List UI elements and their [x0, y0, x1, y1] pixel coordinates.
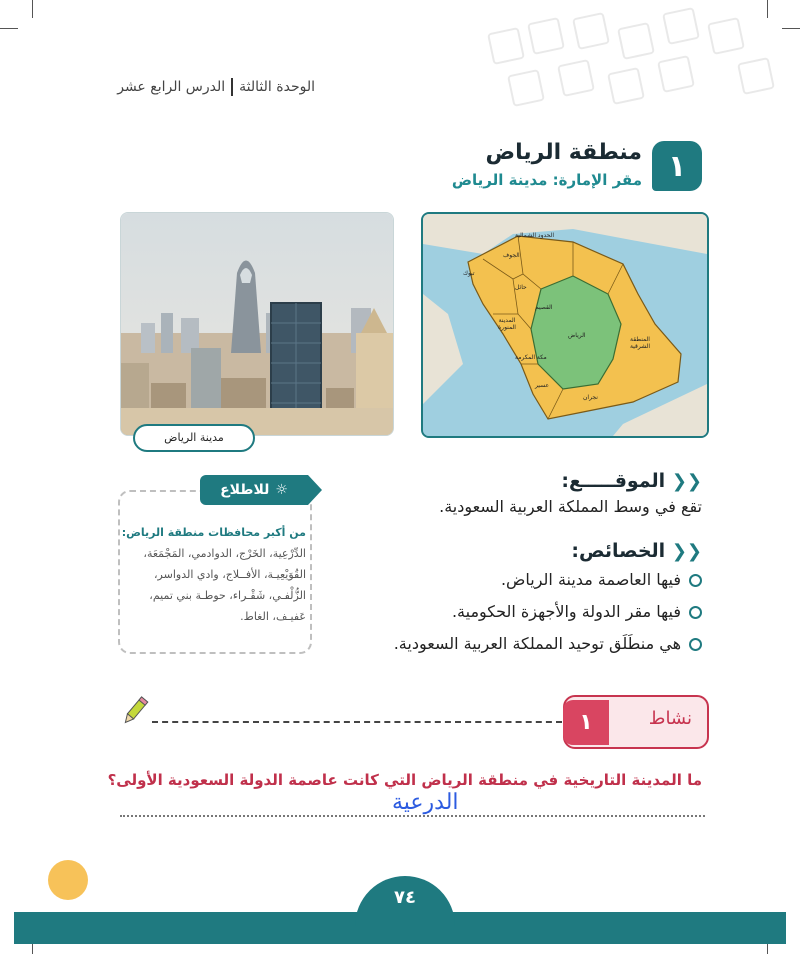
- unit-label: الوحدة الثالثة: [239, 79, 315, 95]
- bullet-icon: [689, 606, 702, 619]
- feature-item: [452, 602, 702, 621]
- decor-square: [487, 27, 525, 65]
- bullet-icon: [689, 638, 702, 651]
- crop-mark: [782, 28, 800, 29]
- info-line: القُوَيْعِيـة، الأفــلاج، وادي الدواسر،: [153, 568, 306, 581]
- activity-label: نشاط: [648, 708, 692, 729]
- section-number: ١: [652, 141, 702, 191]
- info-text: [120, 522, 306, 627]
- answer-line[interactable]: [120, 815, 705, 817]
- decor-square: [657, 55, 695, 93]
- crop-mark: [0, 28, 18, 29]
- feature-text: فيها مقر الدولة والأجهزة الحكومية.: [451, 602, 681, 621]
- map-label: تبوك: [463, 270, 475, 277]
- map-label: المنطقة الشرقية: [629, 336, 651, 350]
- saudi-regions-map: [421, 212, 709, 438]
- lesson-label: الدرس الرابع عشر: [117, 79, 226, 95]
- feature-text: فيها العاصمة مدينة الرياض.: [500, 570, 681, 589]
- features-heading-text: الخصائص:: [571, 540, 666, 562]
- map-label: حائل: [515, 284, 527, 291]
- map-illustration: [423, 214, 707, 436]
- activity-question: ما المدينة التاريخية في منطقة الرياض التي كانت عاصمة الدولة السعودية الأولى؟: [107, 771, 702, 789]
- decor-square: [527, 17, 565, 55]
- handwritten-answer: الدرعية: [392, 790, 459, 815]
- chevron-icon: ❮❮: [671, 471, 702, 492]
- feature-item: [394, 634, 702, 653]
- chevron-icon: ❮❮: [671, 541, 702, 562]
- lightbulb-icon: ☼: [275, 482, 288, 498]
- map-label: المدينة المنورة: [498, 317, 516, 331]
- feature-text: هي منطَلَق توحيد المملكة العربية السعودية.: [393, 634, 681, 653]
- decor-square: [662, 7, 700, 45]
- map-label: نجران: [583, 394, 598, 401]
- location-text: تقع في وسط المملكة العربية السعودية.: [439, 497, 702, 516]
- unit-lesson-line: [117, 78, 315, 96]
- features-heading: [571, 540, 702, 562]
- info-heading: من أكبر محافظات منطقة الرياض:: [121, 526, 306, 539]
- page-number: ٧٤: [355, 876, 455, 926]
- info-line: عَفيـف، الغاط.: [240, 610, 306, 623]
- section-title: منطقة الرياض: [485, 140, 642, 165]
- photo-caption: مدينة الرياض: [133, 424, 255, 452]
- decor-square: [617, 22, 655, 60]
- decor-square: [557, 59, 595, 97]
- bullet-icon: [689, 574, 702, 587]
- crop-mark: [767, 0, 768, 18]
- info-line: الزُّلْفـي، شَقْـراء، حوطـة بني تميم،: [149, 589, 306, 602]
- location-heading-text: الموقـــــع:: [561, 470, 666, 492]
- decor-square: [607, 67, 645, 105]
- map-label: الرياض: [568, 332, 586, 339]
- divider: [231, 78, 233, 96]
- info-tab-label: للاطلاع: [220, 482, 270, 498]
- skyline-illustration: [121, 213, 393, 435]
- info-line: الدِّرْعِية، الخَرْج، الدوادمي، المَجْمَعَة،: [143, 547, 306, 560]
- pencil-icon: [118, 694, 152, 732]
- map-label: القصيم: [535, 304, 553, 311]
- section-subtitle: مقر الإمارة: مدينة الرياض: [451, 171, 642, 189]
- activity-number: ١: [563, 700, 609, 745]
- map-label: الحدود الشمالية: [515, 232, 554, 239]
- location-heading: [561, 470, 702, 492]
- info-tab: [200, 475, 308, 505]
- decor-square: [572, 12, 610, 50]
- decor-square: [507, 69, 545, 107]
- map-label: عسير: [535, 382, 550, 389]
- feature-item: [501, 570, 702, 589]
- riyadh-photo: [120, 212, 394, 436]
- map-label: مكة المكرمة: [515, 354, 547, 361]
- dashed-line: [152, 721, 562, 723]
- decor-square: [737, 57, 775, 95]
- map-label: الجوف: [503, 252, 520, 259]
- decor-square: [707, 17, 745, 55]
- publisher-logo-icon: [48, 860, 88, 900]
- crop-mark: [32, 0, 33, 18]
